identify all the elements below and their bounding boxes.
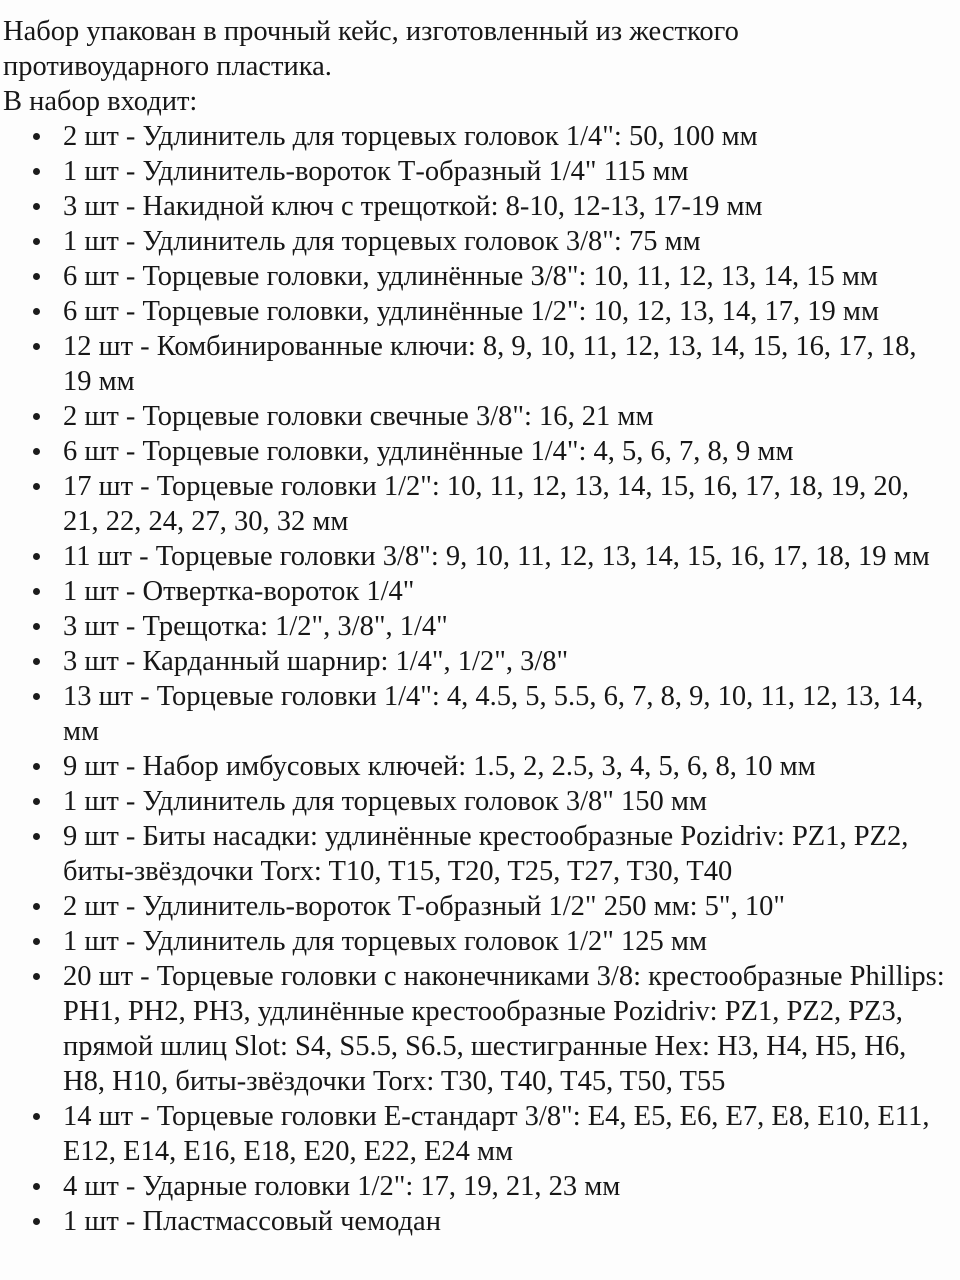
list-item [3,679,950,749]
bullet-icon [33,553,40,560]
bullet-icon [33,1113,40,1120]
list-item-text: 1 шт - Пластмассовый чемодан [63,1206,441,1237]
list-item [3,574,950,609]
bullet-icon [33,203,40,210]
list-item [3,749,950,784]
bullet-icon [33,973,40,980]
bullet-icon [33,798,40,805]
list-item [3,644,950,679]
list-item [3,259,950,294]
list-item-text: 9 шт - Биты насадки: удлинённые крестообразные Pozidriv: PZ1, PZ2, биты-звёздочки Torx: T10, T15, T20, T25, T27, T30, T40 [63,821,909,887]
bullet-icon [33,308,40,315]
list-item [3,924,950,959]
list-item [3,819,950,889]
list-item-text: 13 шт - Торцевые головки 1/4": 4, 4.5, 5, 5.5, 6, 7, 8, 9, 10, 11, 12, 13, 14, мм [63,681,924,747]
list-item [3,959,950,1099]
bullet-icon [33,658,40,665]
list-item [3,889,950,924]
list-item-text: 3 шт - Карданный шарнир: 1/4", 1/2", 3/8" [63,646,569,677]
list-item [3,329,950,399]
list-item-text: 3 шт - Накидной ключ с трещоткой: 8-10, 12-13, 17-19 мм [63,191,763,222]
list-item-text: 1 шт - Удлинитель для торцевых головок 3/8": 75 мм [63,226,701,257]
list-item [3,539,950,574]
contents-list [3,119,950,1239]
list-item [3,399,950,434]
bullet-icon [33,413,40,420]
list-item [3,1204,950,1239]
bullet-icon [33,238,40,245]
list-item-text: 11 шт - Торцевые головки 3/8": 9, 10, 11, 12, 13, 14, 15, 16, 17, 18, 19 мм [63,541,930,572]
bullet-icon [33,133,40,140]
list-item-text: 17 шт - Торцевые головки 1/2": 10, 11, 12, 13, 14, 15, 16, 17, 18, 19, 20, 21, 22, 24, 27, 30, 32 мм [63,471,909,537]
list-item [3,294,950,329]
bullet-icon [33,1183,40,1190]
list-item [3,154,950,189]
bullet-icon [33,693,40,700]
bullet-icon [33,483,40,490]
list-item-text: 2 шт - Удлинитель-вороток Т-образный 1/2" 250 мм: 5", 10" [63,891,785,922]
list-item [3,189,950,224]
bullet-icon [33,273,40,280]
list-item-text: 6 шт - Торцевые головки, удлинённые 1/4": 4, 5, 6, 7, 8, 9 мм [63,436,794,467]
list-item [3,469,950,539]
intro-paragraph: Набор упакован в прочный кейс, изготовленный из жесткого противоударного пластика. [3,16,739,82]
list-item [3,609,950,644]
list-item [3,1099,950,1169]
list-item [3,224,950,259]
list-item-text: 4 шт - Ударные головки 1/2": 17, 19, 21, 23 мм [63,1171,621,1202]
bullet-icon [33,168,40,175]
bullet-icon [33,623,40,630]
list-item [3,784,950,819]
contents-list-header: В набор входит: [3,86,198,117]
list-item-text: 6 шт - Торцевые головки, удлинённые 3/8": 10, 11, 12, 13, 14, 15 мм [63,261,878,292]
list-item [3,434,950,469]
list-item [3,1169,950,1204]
list-item-text: 1 шт - Удлинитель для торцевых головок 3/8" 150 мм [63,786,707,817]
list-item-text: 2 шт - Удлинитель для торцевых головок 1/4": 50, 100 мм [63,121,758,152]
bullet-icon [33,938,40,945]
list-item [3,119,950,154]
bullet-icon [33,833,40,840]
bullet-icon [33,448,40,455]
bullet-icon [33,1218,40,1225]
bullet-icon [33,343,40,350]
bullet-icon [33,763,40,770]
list-item-text: 1 шт - Отвертка-вороток 1/4" [63,576,415,607]
bullet-icon [33,903,40,910]
list-item-text: 14 шт - Торцевые головки Е-стандарт 3/8": E4, E5, E6, E7, E8, E10, E11, E12, E14, E16, E18, E20, E22, E24 мм [63,1101,930,1167]
list-item-text: 2 шт - Торцевые головки свечные 3/8": 16, 21 мм [63,401,654,432]
list-item-text: 1 шт - Удлинитель для торцевых головок 1/2" 125 мм [63,926,707,957]
list-item-text: 3 шт - Трещотка: 1/2", 3/8", 1/4" [63,611,448,642]
list-item-text: 1 шт - Удлинитель-вороток Т-образный 1/4" 115 мм [63,156,689,187]
list-item-text: 6 шт - Торцевые головки, удлинённые 1/2": 10, 12, 13, 14, 17, 19 мм [63,296,879,327]
list-item-text: 9 шт - Набор имбусовых ключей: 1.5, 2, 2.5, 3, 4, 5, 6, 8, 10 мм [63,751,816,782]
list-item-text: 20 шт - Торцевые головки с наконечниками 3/8: крестообразные Phillips: PH1, PH2, PH3, удлинённые крестообразные Pozidriv: PZ1, PZ2, PZ3, прямой шлиц Slot: S4, S5.5, S6.5, шестигранные Hex: H3, H4, H5, H6, H8, H10, биты-звёздочки Torx: T30, T40, T45, T50, T55 [63,961,945,1097]
bullet-icon [33,588,40,595]
list-item-text: 12 шт - Комбинированные ключи: 8, 9, 10, 11, 12, 13, 14, 15, 16, 17, 18, 19 мм [63,331,917,397]
